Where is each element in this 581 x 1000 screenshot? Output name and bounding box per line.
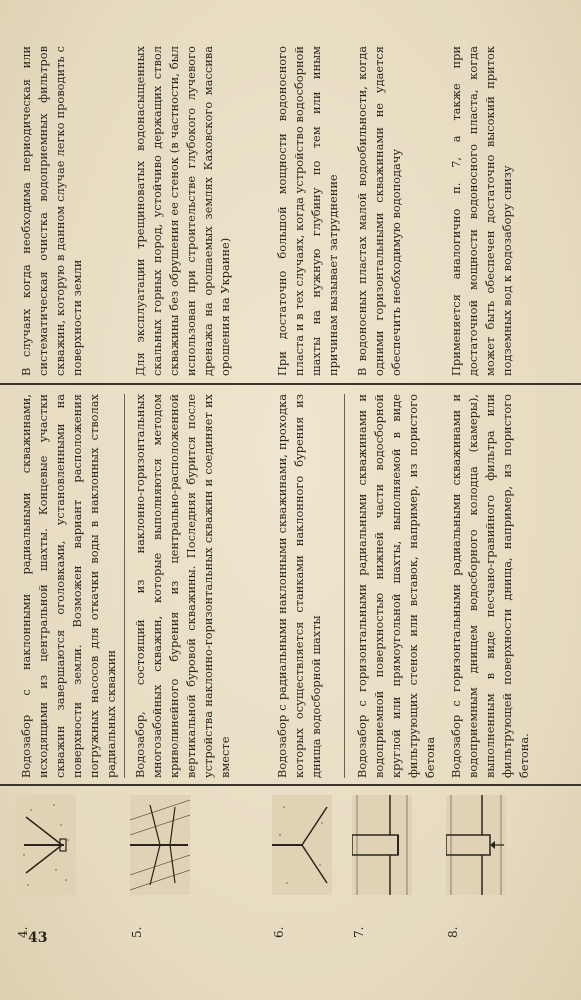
- row-number: 7.: [352, 926, 366, 938]
- row-description: Водозабор с наклонными радиальными скважинами, исходящими из центральной шахты. Концевые участки скважин завершаются оголовками, установленными на поверхности земли. Возможен вариант расположения погружных насосов для откачки воды в наклонных стволах радиальных скважин: [19, 394, 118, 778]
- row-condition: При достаточно большой мощности водоносного пласта и в тех случаях, когда устройство водосборной шахты на нужную глубину по тем или иным причинам вызывает затруднение: [275, 46, 340, 376]
- row-divider: [124, 394, 125, 778]
- row-description: Водозабор с радиальными наклонными скважинами, проходка которых осуществляется станками наклонного бурения из днища водосборной шахты: [275, 394, 323, 778]
- well-diagram-6: [272, 795, 332, 895]
- row-description: Водозабор с горизонтальными радиальными скважинами и водоприемным днищем водосборного колодца (камеры), выполненным в виде песчано-гравийного фильтра или фильтрующей поверхности днища, например, из пористого бетона.: [449, 394, 531, 778]
- row-number: 4.: [16, 926, 30, 938]
- well-diagram-4: [16, 795, 76, 895]
- row-description: Водозабор с горизонтальными радиальными скважинами и водоприемной поверхностью нижней части водосборной круглой или прямоугольной шахты, выполняемой в виде фильтрующих стенок или вставок, например, из пористого бетона: [355, 394, 437, 778]
- well-diagram-8: [446, 795, 506, 895]
- well-diagram-5: [130, 795, 190, 895]
- row-description: Водозабор, состоящий из наклонно-горизонтальных многозабойных скважин, которые выполняются методом криволинейного бурения из центрально-расположенной вертикальной буровой скважины. Последняя бурится после устройства наклонно-горизонтальных скважин и соединяет их вместе: [133, 394, 232, 778]
- row-number: 6.: [272, 926, 286, 938]
- page-number: 43: [28, 930, 48, 946]
- row-condition: В случаях когда необходима периодическая или систематическая очистка водоприемных фильтров скважин, которую в данном случае легко проводить с поверхности земли: [19, 46, 84, 376]
- row-condition: В водоносных пластах малой водообильности, когда одними горизонтальными скважинами не удается обеспечить необходимую водоподачу: [355, 46, 403, 376]
- well-diagram-7: [352, 795, 412, 895]
- row-divider: [344, 394, 345, 778]
- row-number: 5.: [130, 926, 144, 938]
- row-number: 8.: [446, 926, 460, 938]
- column-divider-left: [0, 785, 581, 787]
- row-condition: Для эксплуатации трещиноватых водонасыщенных скальных горных пород, устойчиво держащих ствол скважины без обрушения ее стенок (в частности, был использован при строительстве глубокого лучевого дренажа на орошаемых землях Каховского массива орошения на Украине): [133, 46, 232, 376]
- row-condition: Применяется аналогично п. 7, а также при достаточной мощности водоносного пласта, когда может быть обеспечен достаточно высокий приток подземных вод к водозабору снизу: [449, 46, 514, 376]
- column-divider-right: [0, 384, 581, 386]
